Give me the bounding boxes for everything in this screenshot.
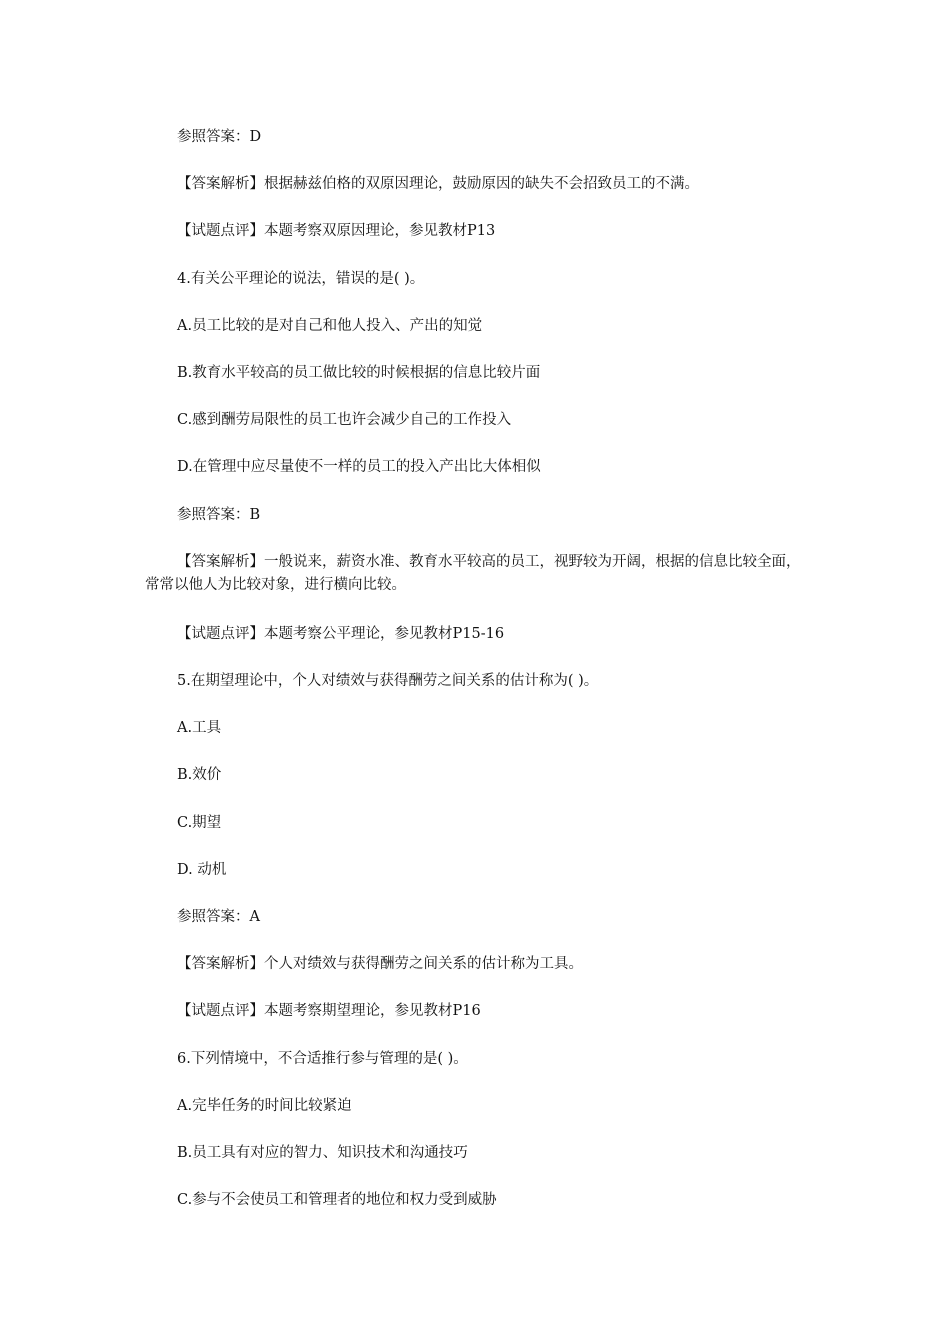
question-5: 5.在期望理论中，个人对绩效与获得酬劳之间关系的估计称为( )。 [177, 673, 599, 689]
answer-3: 参照答案：D [177, 129, 262, 145]
question-6: 6.下列情境中，不合适推行参与管理的是( )。 [177, 1051, 468, 1067]
comment-3: 【试题点评】本题考察双原因理论，参见教材P13 [177, 223, 496, 239]
analysis-4: 【答案解析】一般说来，薪资水准、教育水平较高的员工，视野较为开阔，根据的信息比较全面，常常以他人为比较对象，进行横向比较。 [145, 554, 801, 593]
q6-option-c: C.参与不会使员工和管理者的地位和权力受到威胁 [177, 1192, 497, 1208]
analysis-5: 【答案解析】个人对绩效与获得酬劳之间关系的估计称为工具。 [177, 956, 583, 972]
answer-5: 参照答案：A [177, 909, 260, 925]
analysis-3: 【答案解析】根据赫兹伯格的双原因理论，鼓励原因的缺失不会招致员工的不满。 [177, 176, 699, 192]
q5-option-b: B.效价 [177, 767, 222, 783]
question-4: 4.有关公平理论的说法，错误的是( )。 [177, 271, 425, 287]
q5-option-a: A.工具 [177, 720, 222, 736]
answer-4: 参照答案：B [177, 507, 261, 523]
q4-option-b: B.教育水平较高的员工做比较的时候根据的信息比较片面 [177, 365, 541, 381]
comment-4: 【试题点评】本题考察公平理论，参见教材P15-16 [177, 626, 505, 642]
q6-option-a: A.完毕任务的时间比较紧迫 [177, 1098, 352, 1114]
q6-option-b: B.员工具有对应的智力、知识技术和沟通技巧 [177, 1145, 468, 1161]
q4-option-a: A.员工比较的是对自己和他人投入、产出的知觉 [177, 318, 483, 334]
q5-option-d: D. 动机 [177, 862, 227, 878]
q5-option-c: C.期望 [177, 815, 222, 831]
q4-option-d: D.在管理中应尽量使不一样的员工的投入产出比大体相似 [177, 459, 541, 475]
q4-option-c: C.感到酬劳局限性的员工也许会减少自己的工作投入 [177, 412, 512, 428]
comment-5: 【试题点评】本题考察期望理论，参见教材P16 [177, 1003, 481, 1019]
